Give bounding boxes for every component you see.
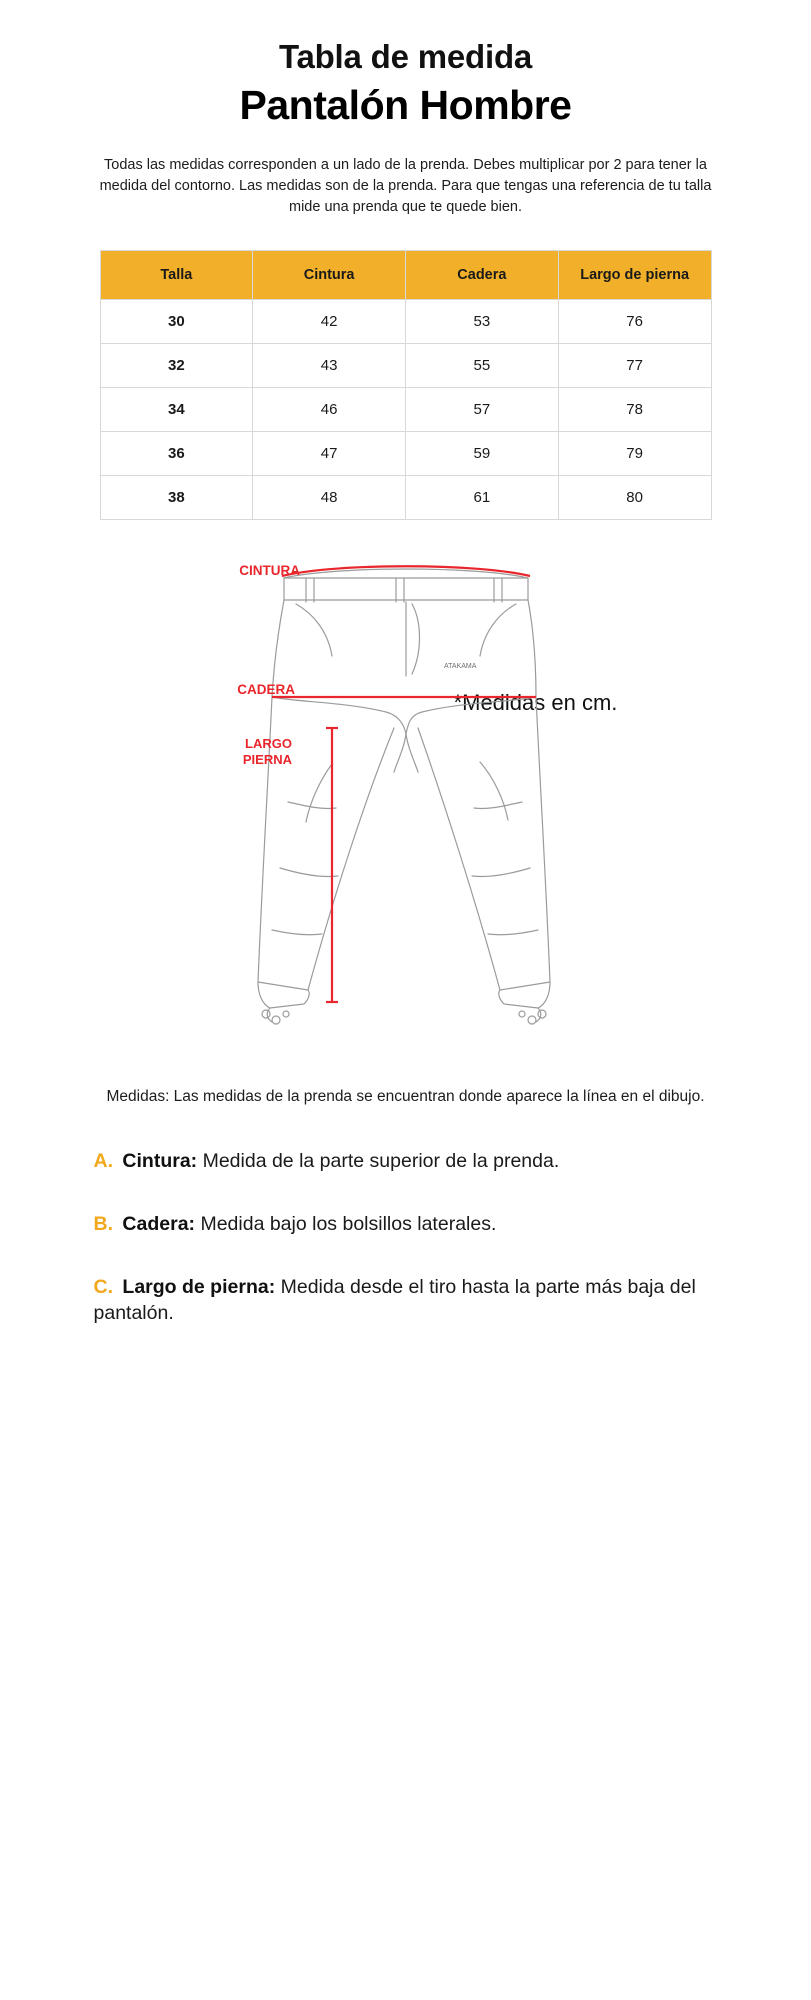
cell-cadera: 53 bbox=[406, 300, 559, 344]
legend-letter-b: B. bbox=[93, 1212, 113, 1235]
diagram-labels bbox=[0, 552, 811, 1072]
label-largo-line2: PIERNA bbox=[242, 752, 292, 768]
cell-cintura: 48 bbox=[253, 476, 406, 520]
legend-item-cadera bbox=[94, 1212, 766, 1237]
column-header-cadera: Cadera bbox=[406, 251, 559, 300]
size-table bbox=[100, 250, 712, 520]
legend-term-largo-pierna: Largo de pierna: bbox=[122, 1276, 276, 1299]
table-head bbox=[100, 251, 711, 300]
cell-largo: 77 bbox=[558, 344, 711, 388]
column-header-largo-pierna: Largo de pierna bbox=[558, 251, 711, 300]
pants-diagram bbox=[0, 552, 811, 1072]
intro-text: Todas las medidas corresponden a un lado de la prenda. Debes multiplicar por 2 para tener la medida del contorno. Las medidas son de la prenda. Para que tengas una referencia de tu talla mide una prenda que te quede bien. bbox=[99, 157, 712, 216]
legend-item-cintura bbox=[94, 1149, 766, 1174]
label-cintura: CINTURA bbox=[239, 563, 300, 579]
legend-letter-c: C. bbox=[93, 1276, 113, 1299]
header bbox=[0, 0, 811, 129]
legend bbox=[46, 1149, 766, 1326]
diagram-caption: Medidas: Las medidas de la prenda se encuentran donde aparece la línea en el dibujo. bbox=[106, 1088, 705, 1106]
page-title-line2: Pantalón Hombre bbox=[239, 81, 572, 128]
legend-letter-a: A. bbox=[93, 1149, 113, 1172]
brand-mark: ATAKAMA bbox=[443, 663, 476, 671]
label-cadera: CADERA bbox=[237, 682, 295, 698]
cell-talla: 36 bbox=[100, 432, 253, 476]
legend-desc-cintura: Medida de la parte superior de la prenda. bbox=[202, 1149, 560, 1172]
cell-talla: 34 bbox=[100, 388, 253, 432]
cell-largo: 76 bbox=[558, 300, 711, 344]
cell-cadera: 55 bbox=[406, 344, 559, 388]
cell-cintura: 43 bbox=[253, 344, 406, 388]
column-header-cintura: Cintura bbox=[253, 251, 406, 300]
table-row bbox=[100, 388, 711, 432]
units-note: *Medidas en cm. bbox=[453, 690, 618, 715]
legend-term-cadera: Cadera: bbox=[122, 1212, 196, 1235]
table-row bbox=[100, 432, 711, 476]
cell-largo: 79 bbox=[558, 432, 711, 476]
legend-desc-largo-pierna: Medida desde el tiro hasta la parte más baja del pantalón. bbox=[93, 1276, 696, 1324]
table-row bbox=[100, 344, 711, 388]
cell-cintura: 47 bbox=[253, 432, 406, 476]
cell-cintura: 42 bbox=[253, 300, 406, 344]
cell-cadera: 57 bbox=[406, 388, 559, 432]
legend-item-largo-pierna bbox=[94, 1275, 766, 1326]
cell-largo: 80 bbox=[558, 476, 711, 520]
cell-cadera: 61 bbox=[406, 476, 559, 520]
cell-talla: 30 bbox=[100, 300, 253, 344]
table-row bbox=[100, 300, 711, 344]
size-table-container bbox=[100, 250, 712, 520]
cell-talla: 32 bbox=[100, 344, 253, 388]
label-largo-line1: LARGO bbox=[245, 736, 292, 752]
table-body bbox=[100, 300, 711, 520]
table-row bbox=[100, 476, 711, 520]
cell-cadera: 59 bbox=[406, 432, 559, 476]
legend-term-cintura: Cintura: bbox=[122, 1149, 198, 1172]
cell-cintura: 46 bbox=[253, 388, 406, 432]
cell-talla: 38 bbox=[100, 476, 253, 520]
column-header-talla: Talla bbox=[100, 251, 253, 300]
cell-largo: 78 bbox=[558, 388, 711, 432]
table-header-row bbox=[100, 251, 711, 300]
page-title-line1: Tabla de medida bbox=[278, 38, 533, 75]
legend-desc-cadera: Medida bajo los bolsillos laterales. bbox=[200, 1212, 497, 1235]
